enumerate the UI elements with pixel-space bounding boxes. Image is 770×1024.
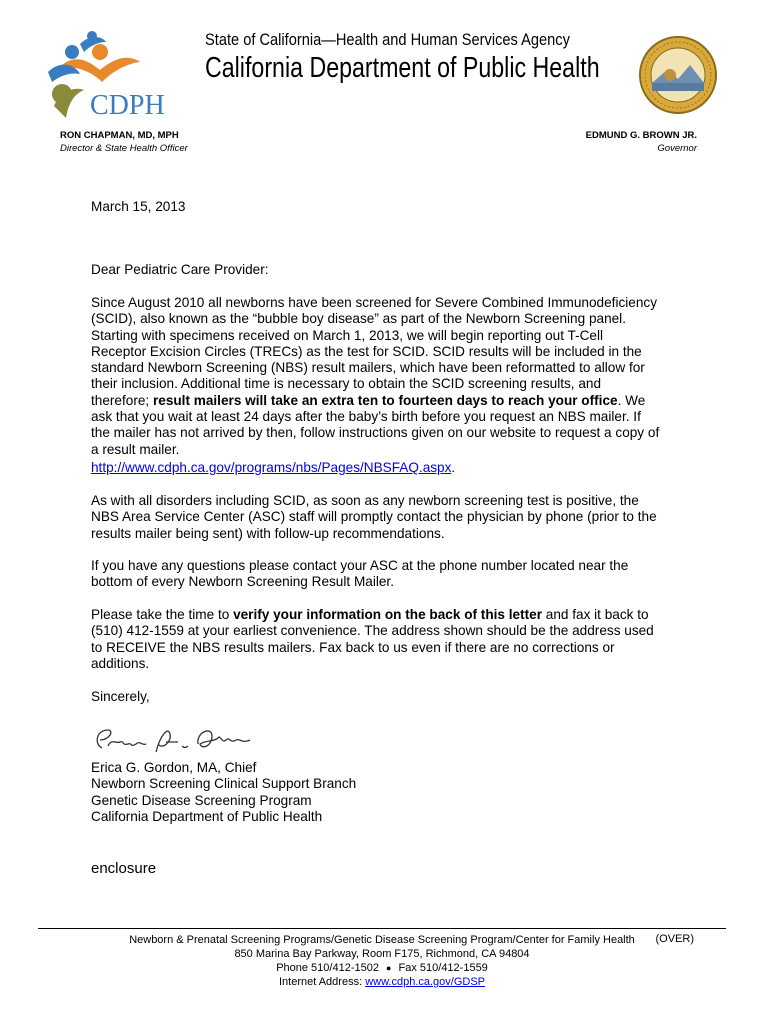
signer-name: Erica G. Gordon, MA, Chief [91,760,257,775]
department-name: California Department of Public Health [205,52,600,84]
governor-name: EDMUND G. BROWN JR. [585,130,697,141]
paragraph-4 [91,607,661,672]
bullet-icon: ● [386,963,392,973]
director-name: RON CHAPMAN, MD, MPH [60,130,179,141]
footer-address: 850 Marina Bay Parkway, Room F175, Richmond, CA 94804 [234,948,530,960]
paragraph-1-text-b: . We ask that you wait at least 24 days after the baby’s birth before you request an NBS mailer. If the mailer has not arrived by then, follow instructions given on our website to request a copy of a result mailer. [91,392,660,457]
paragraph-1 [91,295,661,458]
faq-link-line [91,460,661,476]
logo-text: CDPH [90,90,165,121]
faq-link[interactable]: http://www.cdph.ca.gov/programs/nbs/Pages/NBSFAQ.aspx [91,460,452,475]
enclosure-note: enclosure [91,860,157,877]
footer-programs: Newborn & Prenatal Screening Programs/Genetic Disease Screening Program/Center for Family Health [129,934,635,946]
signature-block [91,760,661,825]
footer-internet-link[interactable]: www.cdph.ca.gov/GDSP [365,976,486,988]
closing: Sincerely, [91,689,150,704]
paragraph-1-text-a: Since August 2010 all newborns have been screened for Severe Combined Immunodeficiency (SCID), also known as the “bubble boy disease” as part of the Newborn Screening panel. Starting with specimens received on March 1, 2013, we will begin reporting out T-Cell Receptor Excision Circles (TRECs) as the test for SCID. SCID results will be included in the standard Newborn Screening (NBS) result mailers, which have been reformatted to allow for their inclusion. Additional time is necessary to obtain the SCID screening results, and therefore; [91,295,657,408]
paragraph-3: If you have any questions please contact your ASC at the phone number located near the bottom of every Newborn Screening Result Mailer. [91,558,629,590]
governor-title: Governor [657,143,697,154]
director-title: Director & State Health Officer [60,143,188,154]
footer-internet-label: Internet Address: [278,976,366,988]
signer-department: California Department of Public Health [91,808,323,824]
paragraph-1-bold: result mailers will take an extra ten to fourteen days to reach your office [152,392,618,408]
agency-name: State of California—Health and Human Services Agency [205,30,570,49]
over-note: (OVER) [655,933,694,945]
signer-program: Genetic Disease Screening Program [91,792,312,808]
paragraph-4-text-a: Please take the time to [91,607,234,622]
paragraph-4-bold: verify your information on the back of this letter [233,607,542,622]
state-seal-icon [638,35,718,115]
footer-fax: Fax 510/412-1559 [398,962,488,974]
letter-date: March 15, 2013 [91,199,186,214]
footer-internet [38,975,726,989]
paragraph-4-text-b: and fax it back to (510) 412-1559 at your earliest convenience. The address shown should be the address used to RECEIVE the NBS results mailers. Fax back to us even if there are no corrections or additions. [91,607,654,671]
footer-contact [38,961,726,975]
signer-branch: Newborn Screening Clinical Support Branch [91,776,357,792]
salutation: Dear Pediatric Care Provider: [91,262,269,277]
paragraph-2: As with all disorders including SCID, as soon as any newborn screening test is positive, the NBS Area Service Center (ASC) staff will promptly contact the physician by phone (prior to the results mailer being sent) with follow-up recommendations. [91,493,657,541]
footer-divider [38,928,726,929]
cdph-logo [40,22,185,122]
faq-link-suffix: . [451,460,456,475]
footer [38,933,726,989]
signature-image [90,716,260,762]
footer-phone: Phone 510/412-1502 [276,962,379,974]
